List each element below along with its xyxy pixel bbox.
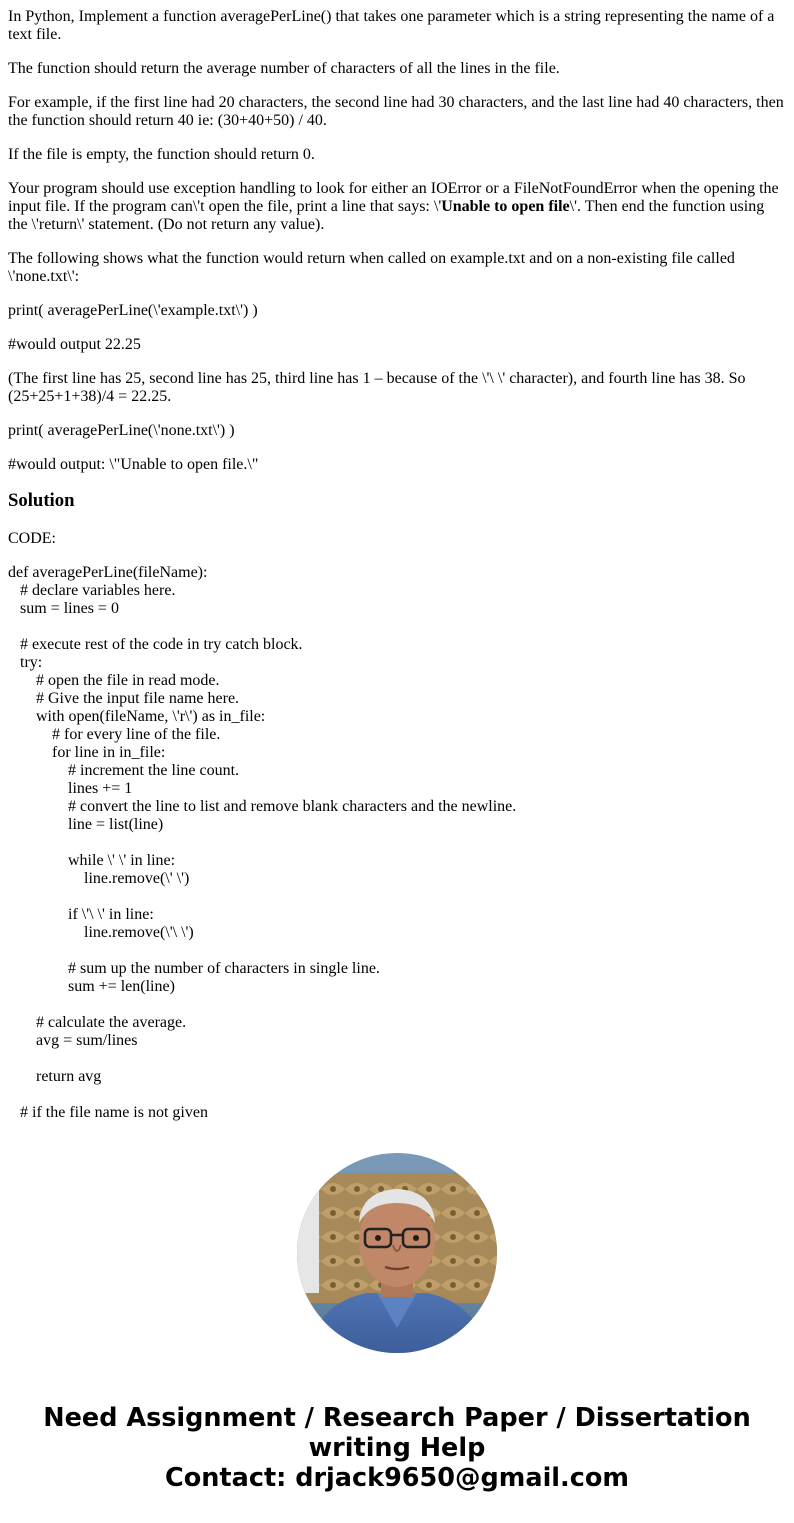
bold-phrase: Unable to open file xyxy=(441,198,570,215)
question-paragraph: If the file is empty, the function should return 0. xyxy=(8,146,315,163)
code-line: # increment the line count. xyxy=(8,762,240,779)
code-line: # sum up the number of characters in single line. xyxy=(8,960,380,977)
question-paragraph: For example, if the first line had 20 characters, the second line had 30 characters, and the last line had 40 characters, then the function should return 40 ie: (30+40+50) / 40. xyxy=(8,94,784,129)
code-line xyxy=(8,1050,786,1068)
code-line: # open the file in read mode. xyxy=(8,672,220,689)
code-line: for line in in_file: xyxy=(8,744,166,761)
code-line xyxy=(8,942,786,960)
avatar xyxy=(297,1153,497,1353)
code-label: CODE: xyxy=(8,530,56,547)
code-line: # calculate the average. xyxy=(8,1014,187,1031)
code-line: line = list(line) xyxy=(8,816,164,833)
code-line: # if the file name is not given xyxy=(8,1104,208,1121)
code-line: line.remove(\' \') xyxy=(8,870,190,887)
code-line: if \'\ \' in line: xyxy=(8,906,154,923)
code-line xyxy=(8,834,786,852)
code-line: with open(fileName, \'r\') as in_file: xyxy=(8,708,266,725)
question-paragraph: The function should return the average number of characters of all the lines in the file. xyxy=(8,60,560,77)
code-line: # declare variables here. xyxy=(8,582,176,599)
question-paragraph: print( averagePerLine(\'example.txt\') ) xyxy=(8,302,258,319)
footer-banner xyxy=(0,1403,794,1493)
code-line: # execute rest of the code in try catch block. xyxy=(8,636,303,653)
text-span: Your program should use exception handling to look for either an IOError or a FileNotFoundError when the opening the input file. If the program can\'t open the file, print a line that says: \' xyxy=(8,180,779,215)
code-block xyxy=(8,564,786,1122)
code-line: # Give the input file name here. xyxy=(8,690,240,707)
question-paragraph: #would output: \"Unable to open file.\" xyxy=(8,456,259,473)
solution-heading: Solution xyxy=(8,490,75,511)
question-paragraph: The following shows what the function would return when called on example.txt and on a non-existing file called \'none.txt\': xyxy=(8,250,735,285)
code-line xyxy=(8,996,786,1014)
text-span: \'. Then end the function using the \'return\' statement. (Do not return any value). xyxy=(8,198,765,233)
code-line: avg = sum/lines xyxy=(8,1032,138,1049)
avatar-image xyxy=(297,1153,497,1353)
document-body xyxy=(8,8,786,1122)
code-line: while \' \' in line: xyxy=(8,852,176,869)
code-line xyxy=(8,618,786,636)
code-line: # convert the line to list and remove blank characters and the newline. xyxy=(8,798,517,815)
footer-contact: Contact: drjack9650@gmail.com xyxy=(165,1463,629,1493)
code-line: try: xyxy=(8,654,43,671)
question-paragraph: In Python, Implement a function averagePerLine() that takes one parameter which is a string representing the name of a text file. xyxy=(8,8,775,43)
code-line: return avg xyxy=(8,1068,102,1085)
code-line: lines += 1 xyxy=(8,780,133,797)
code-line xyxy=(8,888,786,906)
question-paragraph xyxy=(8,180,786,234)
code-line: sum += len(line) xyxy=(8,978,175,995)
question-paragraph: (The first line has 25, second line has 25, third line has 1 – because of the \'\ \' character), and fourth line has 38. So (25+25+1+38)/4 = 22.25. xyxy=(8,370,746,405)
footer-line: Need Assignment / Research Paper / Dissertation xyxy=(43,1403,751,1433)
question-paragraph: print( averagePerLine(\'none.txt\') ) xyxy=(8,422,235,439)
footer-line: writing Help xyxy=(308,1433,486,1463)
code-line: sum = lines = 0 xyxy=(8,600,119,617)
code-line: line.remove(\'\ \') xyxy=(8,924,194,941)
question-paragraph: #would output 22.25 xyxy=(8,336,141,353)
code-line: def averagePerLine(fileName): xyxy=(8,564,208,581)
code-line: # for every line of the file. xyxy=(8,726,221,743)
code-line xyxy=(8,1086,786,1104)
